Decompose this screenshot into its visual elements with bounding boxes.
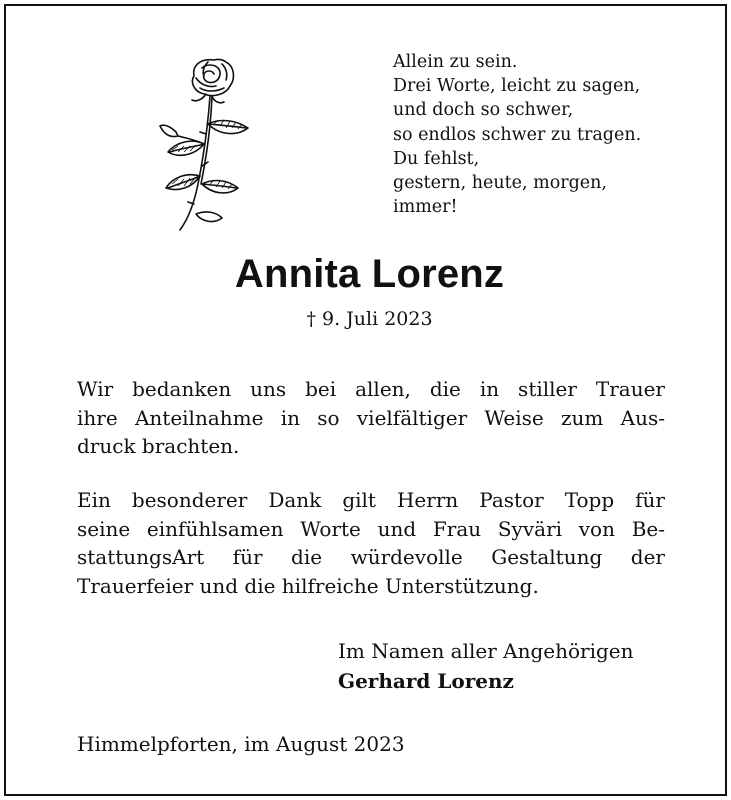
signature-intro: Im Namen aller Angehörigen <box>338 639 634 663</box>
thanks-paragraph-2 <box>77 486 665 600</box>
rose-icon <box>156 54 256 234</box>
poem-line: immer! <box>393 197 458 218</box>
death-date: † 9. Juli 2023 <box>306 308 433 330</box>
poem-line: und doch so schwer, <box>393 100 574 121</box>
text-line: stattungsArt für die würdevolle Gestaltung der <box>77 545 665 569</box>
poem-line: Drei Worte, leicht zu sagen, <box>393 76 641 97</box>
deceased-name: Annita Lorenz <box>234 252 505 296</box>
text-line: ihre Anteilnahme in so vielfältiger Weise zum Aus- <box>77 405 665 430</box>
text-line: seine einfühlsamen Worte und Frau Syväri von Be- <box>77 516 665 541</box>
poem-line: so endlos schwer zu tragen. <box>393 124 642 145</box>
poem-line: Du fehlst, <box>393 148 480 169</box>
poem-line: gestern, heute, morgen, <box>393 173 607 194</box>
thanks-paragraph-1 <box>77 375 665 461</box>
signature-block <box>338 636 634 696</box>
poem <box>393 50 641 219</box>
place-date: Himmelpforten, im August 2023 <box>77 732 405 756</box>
signature-name: Gerhard Lorenz <box>338 669 514 693</box>
poem-line: Allein zu sein. <box>393 52 518 72</box>
text-line: Trauerfeier und die hilfreiche Unterstützung. <box>77 573 539 598</box>
obituary-notice <box>4 4 727 796</box>
text-line: Ein besonderer Dank gilt Herrn Pastor Topp für <box>77 488 665 512</box>
text-line: druck brachten. <box>77 434 240 458</box>
text-line: Wir bedanken uns bei allen, die in stiller Trauer <box>77 377 665 401</box>
